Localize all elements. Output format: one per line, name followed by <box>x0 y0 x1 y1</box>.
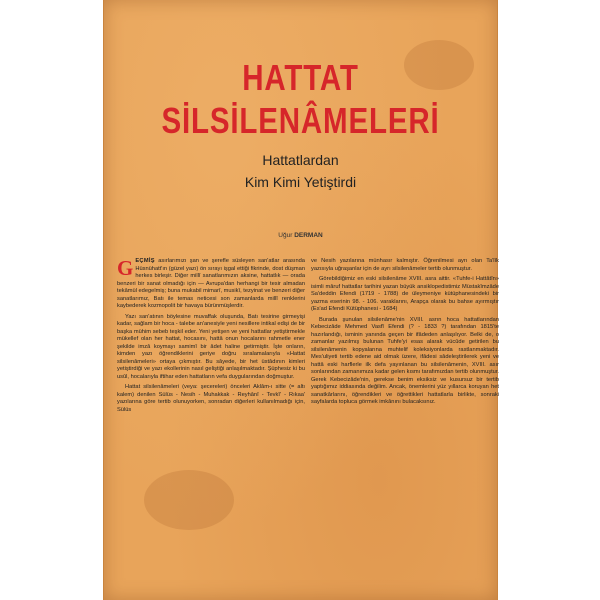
article-title-line-2: SİLSİLENÂMELERİ <box>161 100 440 141</box>
text-column-right <box>311 258 499 410</box>
lead-word: EÇMİŞ <box>135 258 155 264</box>
article-subtitle-line-1: Hattatlardan <box>262 152 339 168</box>
paragraph: Hattat silsilenâmeleri (veya: şecereleri) önceleri Aklâm-ı sitte (= altı kalem) denilen Sülüs - Nesih - Muhakkak - Reyhânî - Tevkî' - Rıkaa' yazılarına göre tertib olunuyorken, sonradan diğerleri kullanılmadığı için, Sülüs <box>117 384 305 413</box>
paragraph-text: asırlarımızı şan ve şerefle süsleyen san'atlar arasında Hüsnühatt'ın (güzel yazı) ön sırayı işgal ettiği fikrinde, dost düşman herkes birleşir. Diğer millî sanatlarımızın aksine, hattatlık — orada benzeri bir sanat olmadığı için — Avrupa'dan herhangi bir tesir almadan tekâmül edegelmiş; buna mukabil mimarî, musikî, tezyinat ve benzeri diğer sanatlarımız, Batı ile temas neticesi son zamanlarda millî renklerini kaybederek kozmopolit bir havaya bürünmüşlerdir. <box>117 258 305 309</box>
author-byline <box>104 232 497 239</box>
author-last-name: DERMAN <box>294 232 323 239</box>
article-subtitle-line-2: Kim Kimi Yetiştirdi <box>244 174 357 190</box>
magazine-page <box>103 0 498 600</box>
paragraph <box>117 258 305 311</box>
paragraph: Burada şunulan silsilenâme'nin XVIII. asrın hoca hattatlarından Kebecizâde Mehmed Vasfî Efendi (? - 1833 ?) tarafından 1815'te hazırlandığı, isminin yanında geçen bir ifâdeden anlaşılıyor. Belki de, o zamanlar yazılmış bulunan Tuhfe'yi esas alarak vücûde getirilen bu silsilenâmenin kopyalarına muhtelif koleksiyonlarda rastlanmaktadır. Mes'uliyeti tertib edene aid olmak üzere, ifâdesi sâdeleştirilerek yeni ve hattâ eski harflerle ilk defa yayınlanan bu silsilenâmenin, XVIII. asır sonlarından zamanımıza kadar gelen kısmı tarafımızdan tertib olunmuştur. Gerek Kebecizâde'nin, gerekse benim eksiksiz ve kusursuz bir tertib yaptığımız iddiasında değilim. Ancak, önemlerini yüz yıllarca koruyan het sanatkârlarını, öğrendikleri ve öğrettikleri hattatlarla birlikte, sonraki sayfalarda topluca görmek imkânını bulacaksınız. <box>311 316 499 405</box>
paper-stain <box>144 470 234 530</box>
drop-cap: G <box>117 256 134 280</box>
paragraph: ve Nesih yazılarına münhasır kalmıştır. Öğrenilmesi ayrı olan Ta'lîk yazısıyla uğraşanlar için de ayrı silsilenâmeler tertib olunmuştur. <box>311 258 499 272</box>
article-title-line-1: HATTAT <box>242 57 359 98</box>
paragraph: Görebildiğimiz en eski silsilenâme XVIII. asra aittir. «Tuhfe-i Hattâtîn» isimli mâruf hattatlar tarihini yazan büyük ansiklopedistimiz Müstakîmzâde Sa'deddin Efendi (1719 - 1788) de üleymeniye kütüphanesindeki bir yazma eserinin 98. - 106. varaklarını, Arapça olarak bu bahse ayırmıştır (Es'ad Efendi Kütüphanesi - 1684) <box>311 276 499 312</box>
paragraph: Yazı san'atının böylesine muvaffak oluşunda, Batı tesirine girmeyişi kadar, sağlam bir hoca - talebe an'anesiyle yeni nesillere intikal edişi de bir başka mühim sebeb teşkil eder. Yeni yetişen ve yeni hattatlar yetiştirmekle mükellef olan her hattat, hocasını, hattâ onun hocalarını rahmetle ener şekilde imzâ koymayı samimî bir âdet haline getirmiştir. İşte onların, kimden yazı öğrendiklerini geriye doğru sıralamalarıyla «Hattat silsilenâmeleri» ortaya çıkmıştır. Bu sâyede, bir het üstâdının kimleri yetiştirdiği ve yazı ekollerinin nasıl geliştiği anlaşılmaktadır. Şüphesiz ki bu usûl, hocalarıyla iftihar eden hattatların vefa duygularından doğmuştur. <box>117 313 305 380</box>
text-column-left <box>117 258 305 417</box>
author-first-name: Uğur <box>278 232 293 239</box>
